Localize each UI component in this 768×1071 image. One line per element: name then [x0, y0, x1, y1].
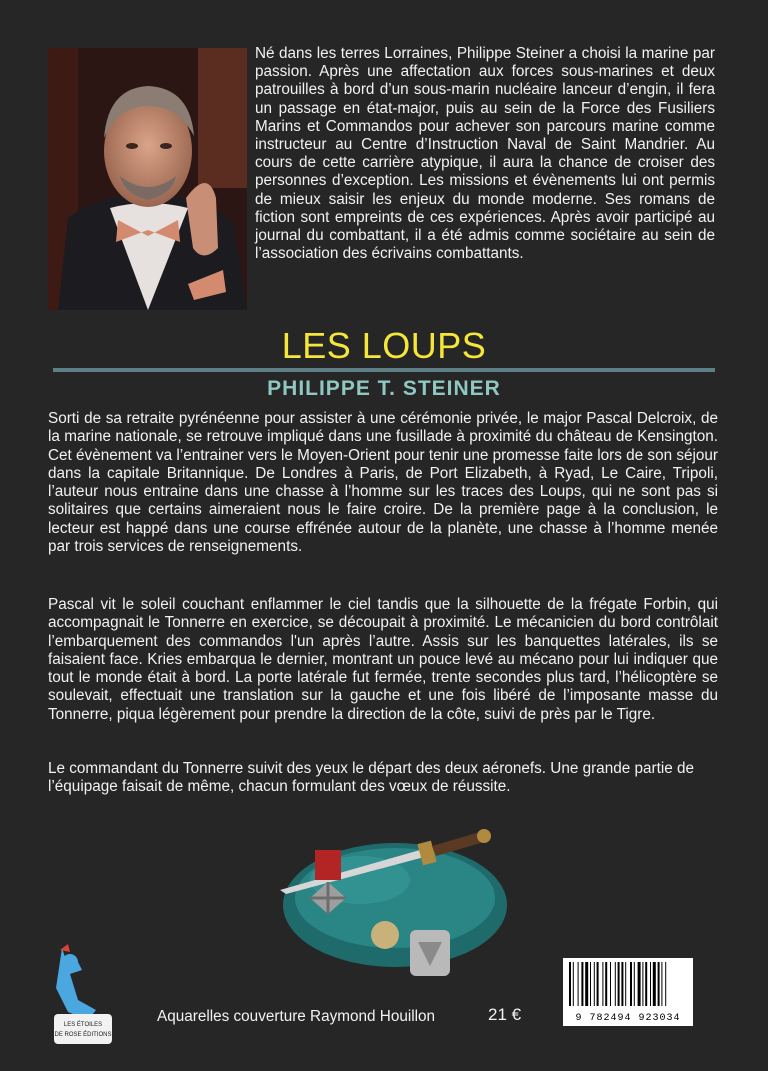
- isbn-number: 9 782494 923034: [575, 1013, 681, 1024]
- summary-paragraph: Sorti de sa retraite pyrénéenne pour assister à une cérémonie privée, le major Pascal Delcroix, de la marine nationale, se retrouve impliqué dans une fusillade à proximité du château de Kensington. Cet évènement va l’entrainer vers le Moyen-Orient pour tenir une promesse faite lors de son séjour dans la capitale Britannique. De Londres à Paris, de Port Elizabeth, à Ryad, Le Caire, Tripoli, l’auteur nous entraine dans une chasse à l’homme sur les traces des Loups, qui ne sont pas si solitaires que certains aimeraient nous le faire croire. De la première page à la conclusion, le lecteur est happé dans une course effrénée autour de la planète, une chasse à l’homme menée par trois services de renseignements.: [48, 410, 718, 556]
- barcode-icon: [563, 958, 693, 1010]
- excerpt-paragraph: Pascal vit le soleil couchant enflammer le ciel tandis que la silhouette de la frégate Forbin, qui accompagnait le Tonnerre en exercice, se découpait à proximité. Le mécanicien du bord contrôlait l’embarquement des commandos l'un après l’autre. Assis sur les banquettes latérales, ils se faisaient face. Kries embarqua le dernier, montrant un pouce levé au mécano pour lui indiquer que tout le monde était à bord. La porte latérale fut fermée, trente secondes plus tard, l’hélicoptère se soulevait, effectuait une translation sur la gauche et une fois libéré de l’imposante masse du Tonnerre, piqua légèrement pour prendre la direction de la côte, suivi de près par le Tigre.: [48, 596, 718, 723]
- excerpt-end-paragraph: Le commandant du Tonnerre suivit des yeux le départ des deux aéronefs. Une grande partie de l’équipage faisait de même, chacun formulant des vœux de réussite.: [48, 760, 694, 796]
- beret-dagger-icon: [270, 820, 520, 990]
- author-bio: Né dans les terres Lorraines, Philippe Steiner a choisi la marine par passion. Après une affectation aux forces sous-marines et deux patrouilles à bord d’un sous-marin nucléaire lanceur d’engin, il fera un passage en état-major, puis au sein de la Force des Fusiliers Marins et Commandos pour achever son parcours marine comme instructeur au Centre d’Instruction Naval de Saint Mandrier. Au cours de cette carrière atypique, il aura la chance de croiser des personnes d’exception. Les missions et évènements lui ont permis de mieux saisir les enjeux du monde moderne. Ses romans de fiction sont empreints de ces expériences. Après avoir participé au journal du combattant, il a été admis comme sociétaire au sein de l’association des écrivains combattants.: [255, 45, 715, 263]
- author-portrait-icon: [48, 48, 247, 310]
- price-label: 21 €: [488, 1005, 522, 1024]
- author-name: PHILIPPE T. STEINER: [267, 377, 501, 400]
- title-divider: [53, 368, 715, 372]
- book-title: LES LOUPS: [281, 325, 487, 366]
- isbn-barcode: [563, 958, 693, 1026]
- publisher-mascot-icon: [48, 940, 114, 1045]
- publisher-logo-text: LES ÉTOILES: [63, 1022, 103, 1028]
- publisher-logo-subtext: DE ROSE ÉDITIONS: [54, 1032, 112, 1038]
- publisher-logo: [48, 940, 114, 1045]
- cover-credit: Aquarelles couverture Raymond Houillon: [157, 1008, 436, 1025]
- author-photo: [48, 48, 247, 310]
- beret-dagger-emblem: [270, 820, 520, 990]
